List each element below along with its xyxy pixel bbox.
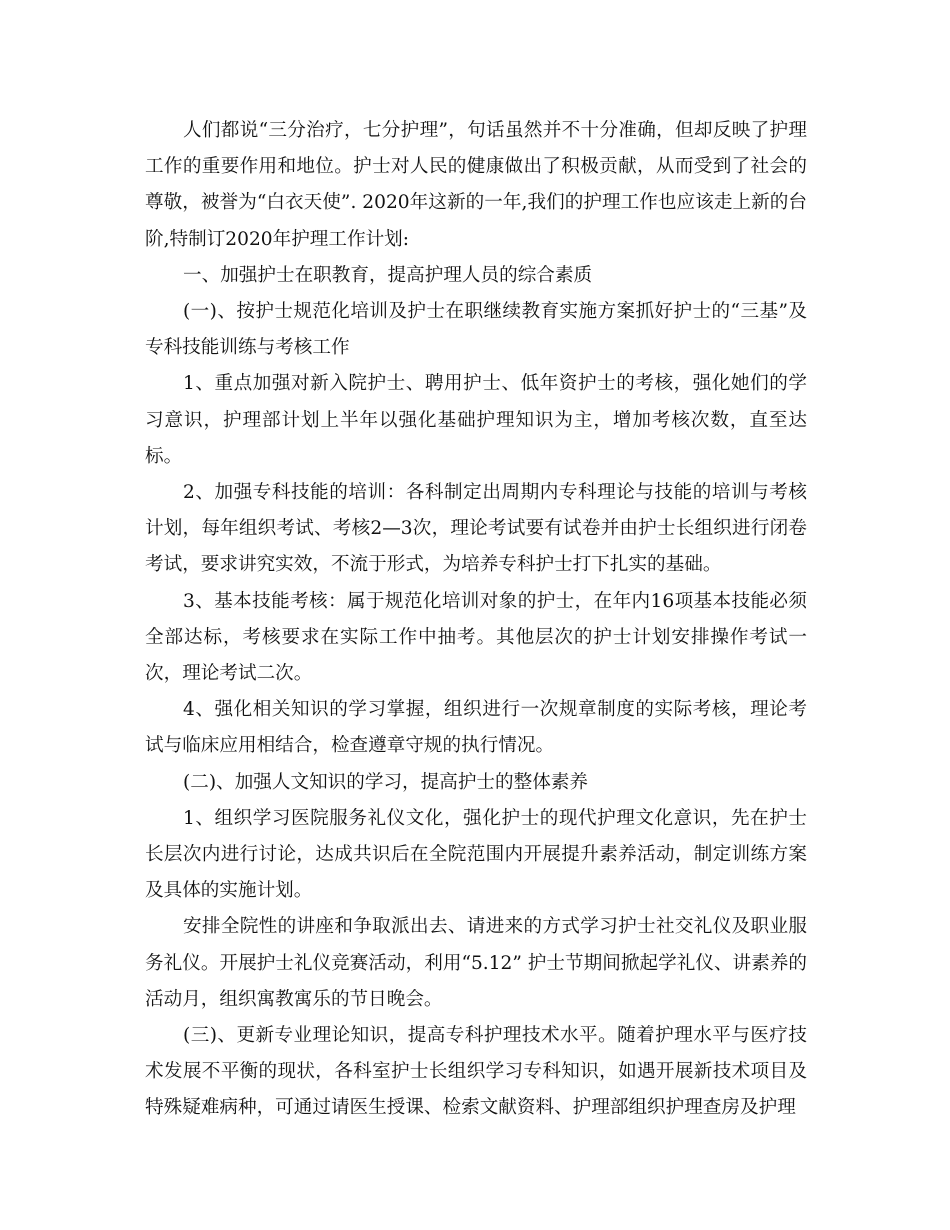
paragraph-etiquette: 安排全院性的讲座和争取派出去、请进来的方式学习护士社交礼仪及职业服务礼仪。开展护士礼仪竞赛活动，利用“5.12” 护士节期间掀起学礼仪、讲素养的活动月，组织寓教寓乐的节日晚会。 — [145, 916, 807, 1010]
list-item-1: 1、重点加强对新入院护士、聘用护士、低年资护士的考核，强化她们的学习意识，护理部计划上半年以强化基础护理知识为主，增加考核次数，直至达标。 — [145, 373, 807, 467]
subsection-heading-2: (二)、加强人文知识的学习，提高护士的整体素养 — [183, 771, 588, 793]
subsection-heading-3: (三)、更新专业理论知识，提高专科护理技术水平。随着护理水平与医疗技术发展不平衡的现状，各科室护士长组织学习专科知识，如遇开展新技术项目及特殊疑难病种，可通过请医生授课、检索文献资料、护理部组织护理查房及护理 — [145, 1025, 807, 1119]
section-heading-1: 一、加强护士在职教育，提高护理人员的综合素质 — [183, 264, 593, 286]
document-body — [145, 113, 807, 1127]
list-item-2: 2、加强专科技能的培训：各科制定出周期内专科理论与技能的培训与考核计划，每年组织考试、考核2—3次，理论考试要有试卷并由护士长组织进行闭卷考试，要求讲究实效，不流于形式，为培养专科护士打下扎实的基础。 — [145, 482, 807, 576]
paragraph-intro: 人们都说“三分治疗，七分护理”，句话虽然并不十分准确，但却反映了护理工作的重要作用和地位。护士对人民的健康做出了积极贡献，从而受到了社会的尊敬，被誉为“白衣天使”. 2020年这新的一年,我们的护理工作也应该走上新的台阶,特制订2020年护理工作计划: — [145, 120, 807, 250]
list-item-4: 4、强化相关知识的学习掌握，组织进行一次规章制度的实际考核，理论考试与临床应用相结合，检查遵章守规的执行情况。 — [145, 699, 807, 757]
list-item-5: 1、组织学习医院服务礼仪文化，强化护士的现代护理文化意识，先在护士长层次内进行讨论，达成共识后在全院范围内开展提升素养活动，制定训练方案及具体的实施计划。 — [145, 807, 807, 902]
list-item-3: 3、基本技能考核：属于规范化培训对象的护士，在年内16项基本技能必须全部达标，考核要求在实际工作中抽考。其他层次的护士计划安排操作考试一次，理论考试二次。 — [145, 590, 807, 685]
subsection-heading-1: (一)、按护士规范化培训及护士在职继续教育实施方案抓好护士的“三基”及专科技能训练与考核工作 — [145, 301, 807, 359]
